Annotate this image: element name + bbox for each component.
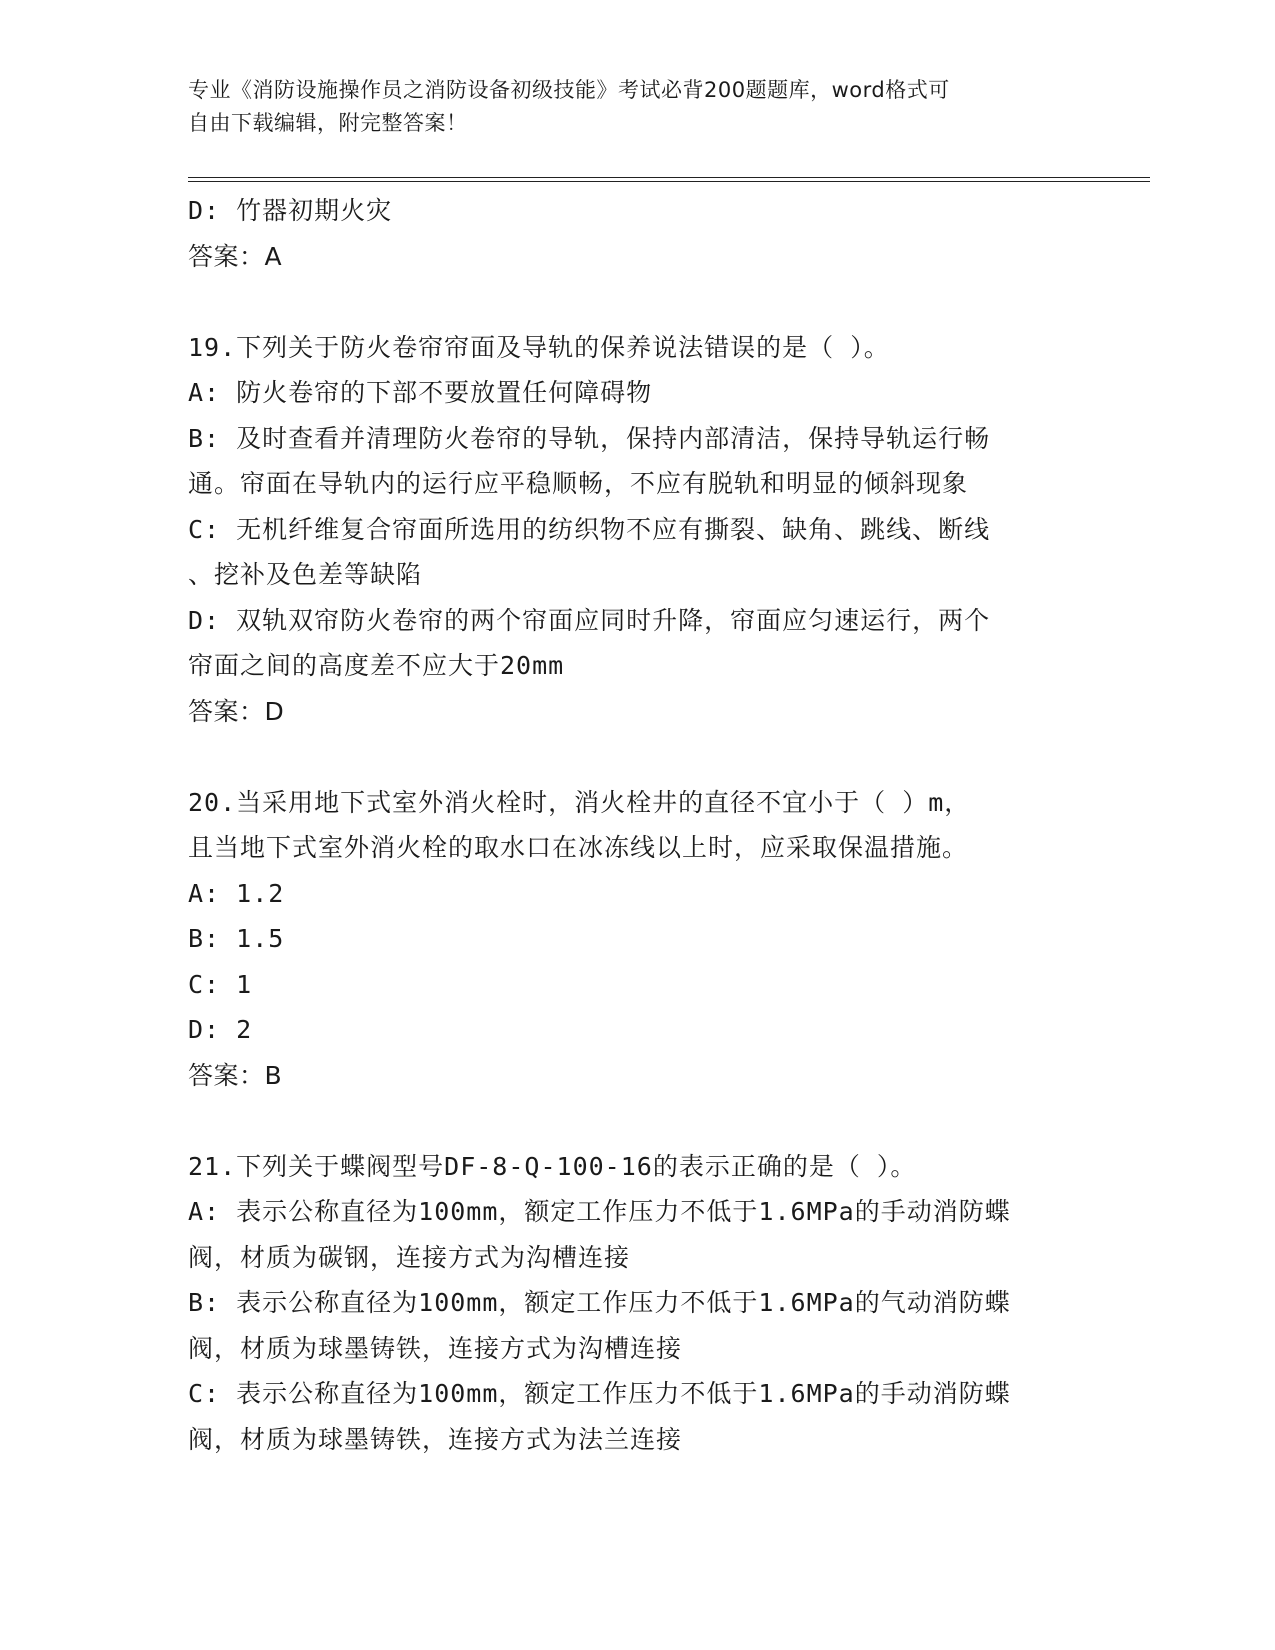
spacer	[188, 279, 1088, 325]
spacer	[188, 1098, 1088, 1144]
option-c-line-2: 、挖补及色差等缺陷	[188, 560, 423, 589]
option-b-line-1: B: 表示公称直径为100mm，额定工作压力不低于1.6MPa的气动消防蝶	[188, 1288, 1011, 1317]
answer-line: 答案：B	[188, 1060, 283, 1090]
question-19	[188, 325, 1088, 735]
option-c-line-1: C: 表示公称直径为100mm，额定工作压力不低于1.6MPa的手动消防蝶	[188, 1379, 1011, 1408]
option-d-line-1: D: 双轨双帘防火卷帘的两个帘面应同时升降，帘面应匀速运行，两个	[188, 605, 991, 635]
option-a: A: 1.2	[188, 878, 285, 908]
spacer	[188, 734, 1088, 780]
option-a: A: 防火卷帘的下部不要放置任何障碍物	[188, 378, 653, 407]
page-header	[188, 74, 1088, 140]
option-d: D: 2	[188, 1015, 253, 1044]
header-divider-bottom	[188, 181, 1150, 182]
option-a-line-2: 阀，材质为碳钢，连接方式为沟槽连接	[188, 1242, 631, 1272]
header-title-line-2: 自由下载编辑，附完整答案！	[188, 111, 468, 135]
answer-line: 答案：D	[188, 696, 285, 726]
option-c-line-1: C: 无机纤维复合帘面所选用的纺织物不应有撕裂、缺角、跳线、断线	[188, 514, 991, 544]
document-body	[188, 188, 1088, 1462]
answer-line: 答案：A	[188, 241, 283, 271]
option-b-line-2: 通。帘面在导轨内的运行应平稳顺畅，不应有脱轨和明显的倾斜现象	[188, 469, 969, 498]
option-a-line-1: A: 表示公称直径为100mm，额定工作压力不低于1.6MPa的手动消防蝶	[188, 1197, 1011, 1226]
option-b-line-1: B: 及时查看并清理防火卷帘的导轨，保持内部清洁，保持导轨运行畅	[188, 423, 991, 453]
question-stem-line-2: 且当地下式室外消火栓的取水口在冰冻线以上时，应采取保温措施。	[188, 833, 969, 862]
option-b: B: 1.5	[188, 924, 285, 953]
header-divider-top	[188, 177, 1150, 178]
option-b-line-2: 阀，材质为球墨铸铁，连接方式为沟槽连接	[188, 1333, 683, 1363]
option-c-line-2: 阀，材质为球墨铸铁，连接方式为法兰连接	[188, 1424, 683, 1454]
question-stem-line-1: 20.当采用地下式室外消火栓时，消火栓井的直径不宜小于（ ）m，	[188, 787, 971, 817]
question-21	[188, 1144, 1088, 1463]
question-stem: 19.下列关于防火卷帘帘面及导轨的保养说法错误的是（ ）。	[188, 332, 890, 362]
option-c: C: 1	[188, 969, 253, 999]
question-20	[188, 780, 1088, 1099]
option-d: D: 竹器初期火灾	[188, 196, 393, 225]
question-stem: 21.下列关于蝶阀型号DF-8-Q-100-16的表示正确的是（ ）。	[188, 1151, 917, 1181]
option-d-line-2: 帘面之间的高度差不应大于20mm	[188, 651, 565, 680]
header-title-line-1: 专业《消防设施操作员之消防设备初级技能》考试必背200题题库，word格式可	[188, 78, 950, 102]
question-18-tail	[188, 188, 1088, 279]
